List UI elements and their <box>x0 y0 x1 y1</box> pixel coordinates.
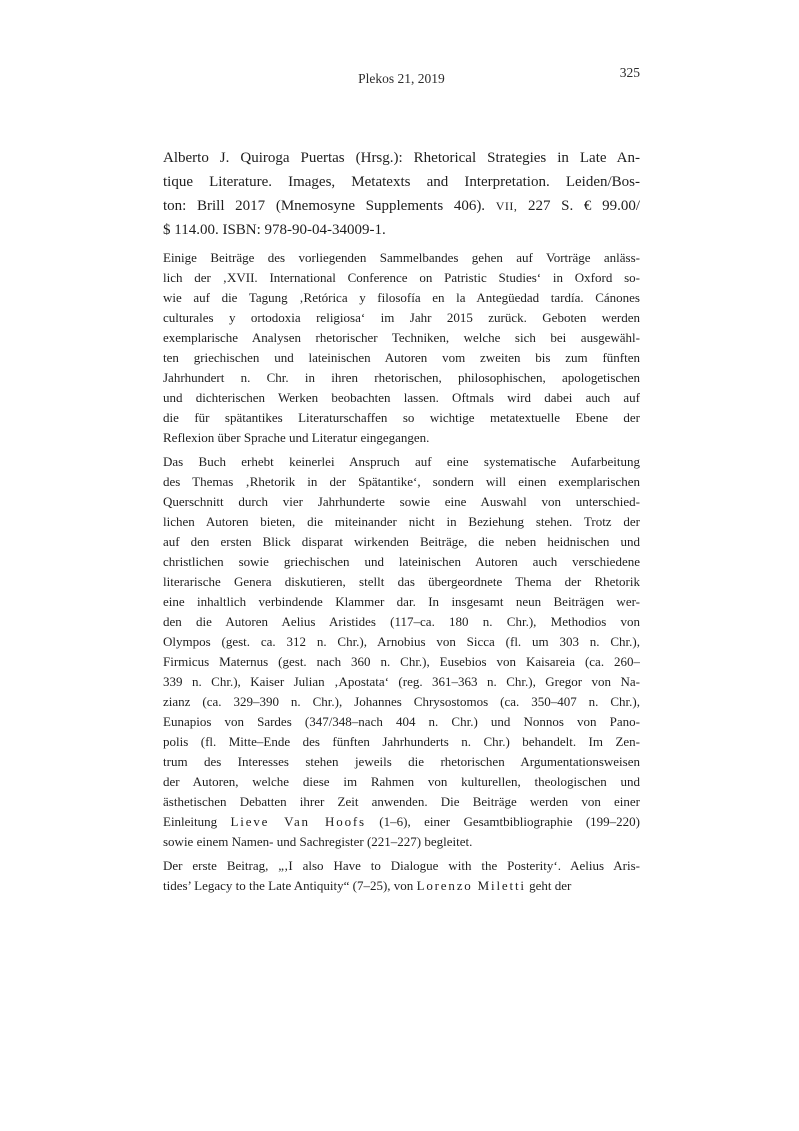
body-line: die für spätantikes Literaturschaffen so wichtige metatextuelle Ebene der <box>163 410 640 425</box>
text-column <box>163 146 640 900</box>
body-line: christlichen sowie griechischen und lateinischen Autoren auch verschiedene <box>163 554 640 569</box>
body-line: eine inhaltlich verbindende Klammer dar. In insgesamt neun Beiträgen wer- <box>163 594 640 609</box>
body-line: Einleitung Lieve Van Hoofs (1–6), einer Gesamtbibliographie (199–220) <box>163 814 640 829</box>
body-line: Einige Beiträge des vorliegenden Sammelbandes gehen auf Vorträge anläss- <box>163 250 640 265</box>
journal-reference: Plekos 21, 2019 <box>358 71 445 86</box>
body-line: wie auf die Tagung ‚Retórica y filosofía en la Antegüedad tardía. Cánones <box>163 290 640 305</box>
body-line: literarische Genera diskutieren, stellt das übergeordnete Thema der Rhetorik <box>163 574 640 589</box>
body-line: culturales y ortodoxia religiosa‘ im Jahr 2015 zurück. Geboten werden <box>163 310 640 325</box>
body-line: 339 n. Chr.), Kaiser Julian ‚Apostata‘ (reg. 361–363 n. Chr.), Gregor von Na- <box>163 674 640 689</box>
body-line: Eunapios von Sardes (347/348–nach 404 n. Chr.) und Nonnos von Pano- <box>163 714 640 729</box>
body-line: Querschnitt durch vier Jahrhunderte sowie eine Auswahl von unterschied- <box>163 494 640 509</box>
review-paragraphs <box>163 248 640 896</box>
paragraph <box>163 856 640 896</box>
body-line: sowie einem Namen- und Sachregister (221–227) begleitet. <box>163 834 473 849</box>
body-line: polis (fl. Mitte–Ende des fünften Jahrhunderts n. Chr.) behandelt. Im Zen- <box>163 734 640 749</box>
body-line: Der erste Beitrag, „‚I also Have to Dialogue with the Posterity‘. Aelius Aris- <box>163 858 640 873</box>
body-line: Jahrhundert n. Chr. in ihren rhetorischen, philosophischen, apologetischen <box>163 370 640 385</box>
small-caps-token: VII, <box>495 199 518 213</box>
body-line: trum des Interesses stehen jeweils die rhetorischen Argumentationsweisen <box>163 754 640 769</box>
body-line: Reflexion über Sprache und Literatur eingegangen. <box>163 430 430 445</box>
page-number: 325 <box>619 65 640 80</box>
body-line: lichen Autoren bieten, die miteinander nicht in Beziehung stehen. Trotz der <box>163 514 640 529</box>
body-line: tides’ Legacy to the Late Antiquity“ (7–25), von Lorenzo Miletti geht der <box>163 878 572 893</box>
heading-line: Alberto J. Quiroga Puertas (Hrsg.): Rhetorical Strategies in Late An- <box>163 150 640 166</box>
body-line: Firmicus Maternus (gest. nach 360 n. Chr.), Eusebios von Kaisareia (ca. 260– <box>163 654 640 669</box>
body-line: Das Buch erhebt keinerlei Anspruch auf eine systematische Aufarbeitung <box>163 454 640 469</box>
body-line: der Autoren, welche diese im Rahmen von kulturellen, theologischen und <box>163 774 640 789</box>
body-line: Olympos (gest. ca. 312 n. Chr.), Arnobius von Sicca (fl. um 303 n. Chr.), <box>163 634 640 649</box>
body-line: auf den ersten Blick disparat wirkenden Beiträge, die neben heidnischen und <box>163 534 640 549</box>
body-line: lich der ‚XVII. International Conference on Patristic Studies‘ in Oxford so- <box>163 270 640 285</box>
letter-spaced-name: Lorenzo Miletti <box>416 878 526 893</box>
body-line: des Themas ‚Rhetorik in der Spätantike‘, sondern will einen exemplarischen <box>163 474 640 489</box>
heading-line: ton: Brill 2017 (Mnemosyne Supplements 406). VII, 227 S. € 99.00/ <box>163 198 640 214</box>
body-line: exemplarische Analysen rhetorischer Techniken, welche sich bei ausgewähl- <box>163 330 640 345</box>
body-line: zianz (ca. 329–390 n. Chr.), Johannes Chrysostomos (ca. 350–407 n. Chr.), <box>163 694 640 709</box>
bibliographic-heading <box>163 146 640 242</box>
body-line: den die Autoren Aelius Aristides (117–ca. 180 n. Chr.), Methodios von <box>163 614 640 629</box>
letter-spaced-name: Lieve Van Hoofs <box>230 814 366 829</box>
body-line: ten griechischen und lateinischen Autoren vom zweiten bis zum fünften <box>163 350 640 365</box>
body-line: ästhetischen Debatten ihrer Zeit anwenden. Die Beiträge werden von einer <box>163 794 640 809</box>
paragraph <box>163 248 640 448</box>
heading-line: $ 114.00. ISBN: 978-90-04-34009-1. <box>163 222 386 238</box>
paragraph <box>163 452 640 852</box>
heading-line: tique Literature. Images, Metatexts and Interpretation. Leiden/Bos- <box>163 174 640 190</box>
body-line: und dichterischen Werken beobachten lassen. Oftmals wird dabei auch auf <box>163 390 640 405</box>
